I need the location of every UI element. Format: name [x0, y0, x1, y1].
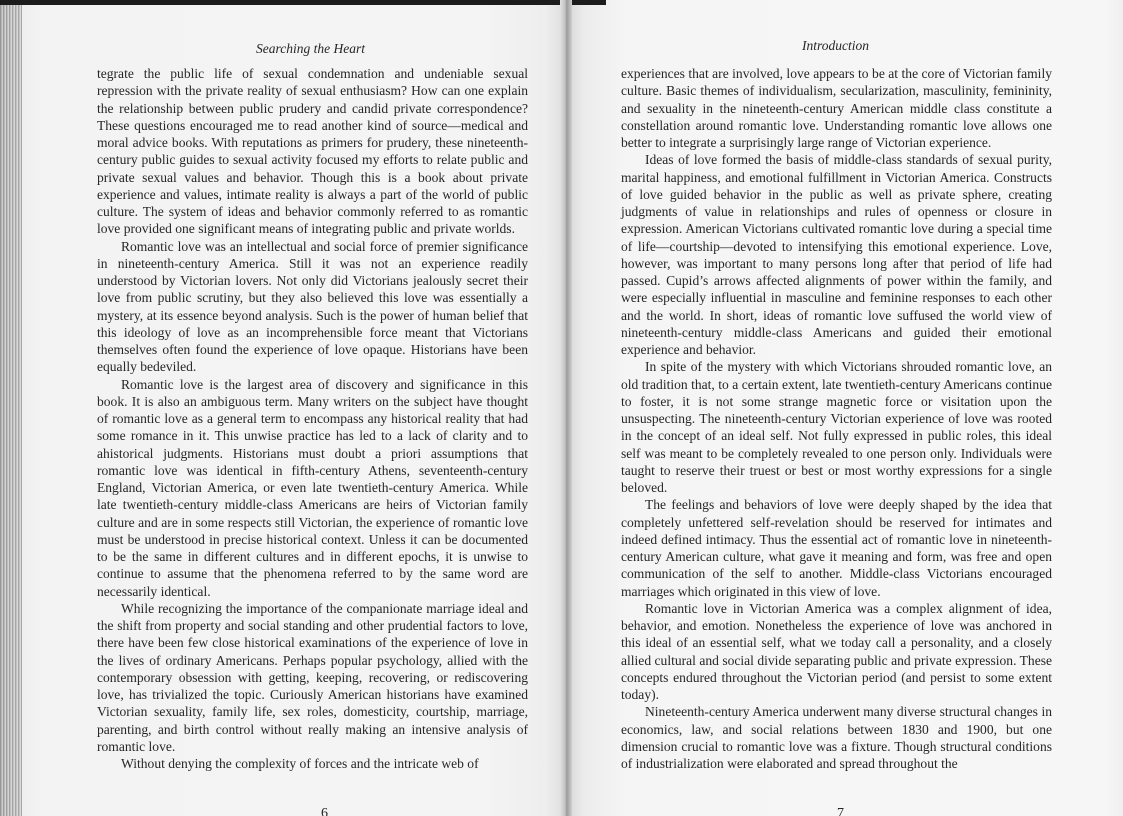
paragraph: Nineteenth-century America underwent many diverse structural changes in economics, law, and social relations between 1830 and 1900, but one dimension crucial to romantic love was a fixture. Though structural conditions of industrialization were elaborated and spread throughout the — [621, 704, 1052, 771]
paragraph: Without denying the complexity of forces and the intricate web of — [121, 756, 479, 771]
page-number-left: 6 — [321, 806, 328, 816]
right-page-body — [621, 65, 1052, 772]
paragraph: Romantic love in Victorian America was a complex alignment of idea, behavior, and emotion. Nonetheless the experience of love was anchored in this ideal of an essential self, what we today call a personality, and a closely allied cultural and social divide separating public and private expression. These concepts endured throughout the Victorian period (and persist to some extent today). — [621, 600, 1052, 702]
right-page — [566, 0, 1123, 816]
running-head-left: Searching the Heart — [256, 41, 365, 56]
page-number-right: 7 — [837, 806, 844, 816]
top-edge-shadow — [566, 0, 606, 5]
paragraph: The feelings and behaviors of love were deeply shaped by the idea that completely unfettered self-revelation should be reserved for intimates and indeed defined intimacy. Thus the essential act of romantic love in nineteenth-century American culture, what gave it meaning and form, was free and open communication of the self to another. Middle-class Victorians encouraged marriages which originated in this view of love. — [621, 497, 1052, 599]
running-head-right: Introduction — [802, 38, 869, 53]
page-edge-stack — [0, 0, 22, 816]
left-page-body — [97, 65, 528, 772]
book-gutter — [560, 0, 572, 816]
paragraph: tegrate the public life of sexual condemnation and undeniable sexual repression with the private reality of sexual enthusiasm? How can one explain the relationship between public prudery and candid private correspondence? These questions encouraged me to read another kind of source—medical and moral advice books. With reputations as primers for prudery, these nineteenth-century public guides to sexual activity focused my efforts to relate public and private sexual values and behavior. Though this is a book about private experience and values, intimate reality is always a part of the world of public culture. The system of ideas and behavior commonly referred to as romantic love provided one significant means of integrating public and private worlds. — [97, 66, 528, 237]
paragraph: Romantic love was an intellectual and social force of premier significance in nineteenth-century America. Still it was not an experience readily understood by Victorian lovers. Not only did Victorians jealously secret their love from public scrutiny, but they also believed this love was essentially a mystery, at its essence beyond analysis. Such is the power of human belief that this ideology of love as an incomprehensible force meant that Victorians themselves often found the experience of love opaque. Historians have been equally bedeviled. — [97, 238, 528, 375]
paragraph: Romantic love is the largest area of discovery and significance in this book. It is also an ambiguous term. Many writers on the subject have thought of romantic love as a general term to encompass any historical reality that had some romance in it. This unwise practice has led to a lack of clarity and to ahistorical judgments. Historians must doubt a priori assumptions that romantic love was identical in fifth-century Athens, seventeenth-century England, Victorian America, or even late twentieth-century America. While late twentieth-century middle-class Americans are heirs of Victorian family culture and are in some respects still Victorian, the experience of romantic love must be understood in precise historical context. Unless it can be documented to be the same in different cultures and in different epochs, it is unwise to continue to assume that the phenomena referred to by the same word are necessarily identical. — [97, 376, 528, 599]
paragraph: While recognizing the importance of the companionate marriage ideal and the shift from property and social standing and other prudential factors to love, there have been few close historical examinations of the experience of love in the lives of ordinary Americans. Perhaps popular psychology, allied with the contemporary obsession with getting, keeping, recovering, or rediscovering love, has trivialized the topic. Curiously American historians have examined Victorian sexuality, family life, sex roles, domesticity, courtship, marriage, parenting, and birth control without really making an intensive analysis of romantic love. — [97, 600, 528, 754]
paragraph: Ideas of love formed the basis of middle-class standards of sexual purity, marital happiness, and emotional fulfillment in Victorian America. Constructs of love guided behavior in the public as well as private sphere, creating judgments of value in relationships and rules of openness or closure in expression. American Victorians cultivated romantic love during a special time of life—courtship—devoted to intensifying this emotional experience. Love, however, was important to many persons long after that period of life had passed. Cupid’s arrows affected alignments of power within the family, and were especially influential in masculine and feminine responses to each other and the world. In short, ideas of romantic love suffused the world view of nineteenth-century middle-class Americans and guided their emotional experience and behavior. — [621, 152, 1052, 357]
paragraph: experiences that are involved, love appears to be at the core of Victorian family culture. Basic themes of individualism, secularization, masculinity, femininity, and sexuality in the nineteenth-century American middle class constitute a constellation around romantic love. Understanding romantic love allows one better to integrate a surprisingly large range of Victorian experience. — [621, 66, 1052, 150]
paragraph: In spite of the mystery with which Victorians shrouded romantic love, an old tradition that, to a certain extent, late twentieth-century Americans continue to foster, it is not some strange magnetic force or visitation upon the unsuspecting. The nineteenth-century Victorian experience of love was rooted in the concept of an ideal self. Not fully expressed in public roles, this ideal self was meant to be completely revealed to one person only. Individuals were taught to reserve their truest or best or most worthy expressions for a single beloved. — [621, 359, 1052, 495]
top-edge-shadow — [0, 0, 566, 5]
